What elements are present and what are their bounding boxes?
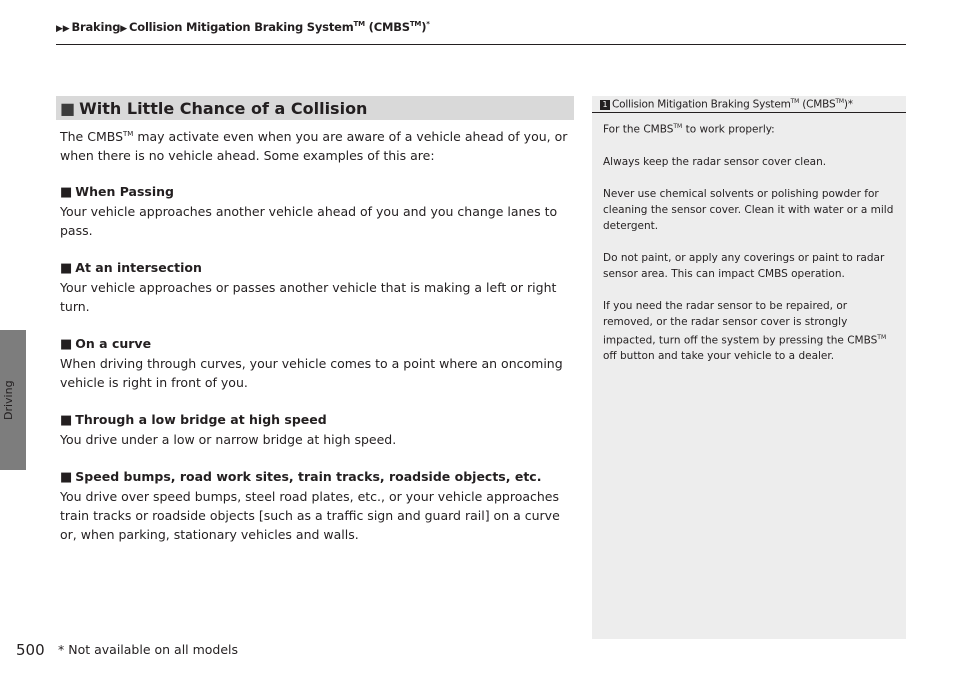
- note-text: to work properly:: [682, 123, 775, 136]
- square-bullet-icon: ■: [60, 470, 73, 486]
- note-text: If you need the radar sensor to be repaired, or removed, or the radar sensor cover is strongly impacted, turn off the system by pressing the CMBS: [603, 299, 878, 346]
- note-text: For the CMBS: [603, 123, 674, 136]
- list-item: [60, 182, 580, 240]
- section-heading: [56, 96, 574, 120]
- note-paragraph: Do not paint, or apply any coverings or paint to radar sensor area. This can impact CMBS operation.: [603, 251, 885, 280]
- note-title-text: Collision Mitigation Braking System: [612, 98, 791, 111]
- tm-mark: TM: [790, 98, 800, 105]
- breadcrumb-close: ): [421, 20, 427, 34]
- section-title: With Little Chance of a Collision: [79, 98, 368, 118]
- item-text: You drive under a low or narrow bridge at high speed.: [60, 432, 397, 448]
- asterisk: *: [426, 20, 430, 29]
- tm-mark: TM: [835, 98, 844, 105]
- item-title: Speed bumps, road work sites, train tracks, roadside objects, etc.: [75, 469, 542, 485]
- square-bullet-icon: ■: [60, 261, 73, 277]
- intro-text: may activate even when you are aware of a vehicle ahead of you, or when there is no vehicle ahead. Some examples of this are:: [60, 129, 568, 164]
- breadcrumb-cmbs[interactable]: Collision Mitigation Braking System: [129, 20, 354, 34]
- note-paragraph: Always keep the radar sensor cover clean.: [603, 155, 827, 168]
- square-bullet-icon: ■: [60, 98, 76, 118]
- note-text: off button and take your vehicle to a dealer.: [603, 350, 835, 362]
- note-divider: [592, 112, 906, 113]
- intro-text: The CMBS: [60, 129, 124, 145]
- item-text: You drive over speed bumps, steel road plates, etc., or your vehicle approaches train tracks or roadside objects [such as a traffic sign and guard rail] on a curve or, when parking, stationary vehicles and walls.: [60, 489, 560, 543]
- breadcrumb-braking[interactable]: Braking: [71, 20, 121, 34]
- tm-mark: TM: [123, 130, 134, 138]
- note-title-text: )*: [843, 98, 853, 111]
- item-heading: [60, 410, 580, 430]
- intro-paragraph: [60, 125, 580, 165]
- breadcrumb: [56, 20, 430, 34]
- item-heading: [60, 258, 580, 278]
- note-paragraph: Never use chemical solvents or polishing powder for cleaning the sensor cover. Clean it with water or a mild detergent.: [603, 187, 894, 232]
- square-bullet-icon: ■: [60, 185, 73, 201]
- item-heading: [60, 467, 580, 487]
- square-bullet-icon: ■: [60, 337, 73, 353]
- footnote: * Not available on all models: [58, 642, 239, 657]
- square-bullet-icon: ■: [60, 413, 73, 429]
- page-number: 500: [16, 641, 45, 659]
- list-item: [60, 258, 580, 316]
- item-text: Your vehicle approaches or passes another vehicle that is making a left or right turn.: [60, 280, 557, 315]
- note-title-text: (CMBS: [799, 98, 836, 111]
- item-text: Your vehicle approaches another vehicle ahead of you and you change lanes to pass.: [60, 204, 558, 239]
- note-paragraph: [603, 119, 899, 138]
- list-item: [60, 410, 580, 449]
- tm-mark: TM: [409, 20, 422, 29]
- breadcrumb-cmbs-abbr: (CMBS: [364, 20, 410, 34]
- item-heading: [60, 334, 580, 354]
- tm-mark: TM: [353, 20, 365, 29]
- list-item: [60, 467, 580, 544]
- note-number-badge: 1: [600, 100, 610, 110]
- item-title: On a curve: [75, 336, 152, 352]
- item-text: When driving through curves, your vehicle comes to a point where an oncoming vehicle is right in front of you.: [60, 356, 563, 391]
- item-heading: [60, 182, 580, 202]
- note-body: [603, 119, 899, 380]
- breadcrumb-arrow-icon: ▶▶: [56, 24, 70, 34]
- main-content: [60, 125, 580, 562]
- note-paragraph: [603, 298, 899, 365]
- list-item: [60, 334, 580, 392]
- item-title: At an intersection: [75, 260, 202, 276]
- breadcrumb-arrow-icon: ▶: [120, 24, 127, 34]
- side-section-label: Driving: [2, 380, 15, 420]
- header-divider: [56, 44, 906, 45]
- note-title: [600, 98, 853, 111]
- tm-mark: TM: [673, 123, 683, 130]
- item-title: When Passing: [75, 184, 174, 200]
- tm-mark: TM: [877, 333, 887, 341]
- item-title: Through a low bridge at high speed: [75, 412, 327, 428]
